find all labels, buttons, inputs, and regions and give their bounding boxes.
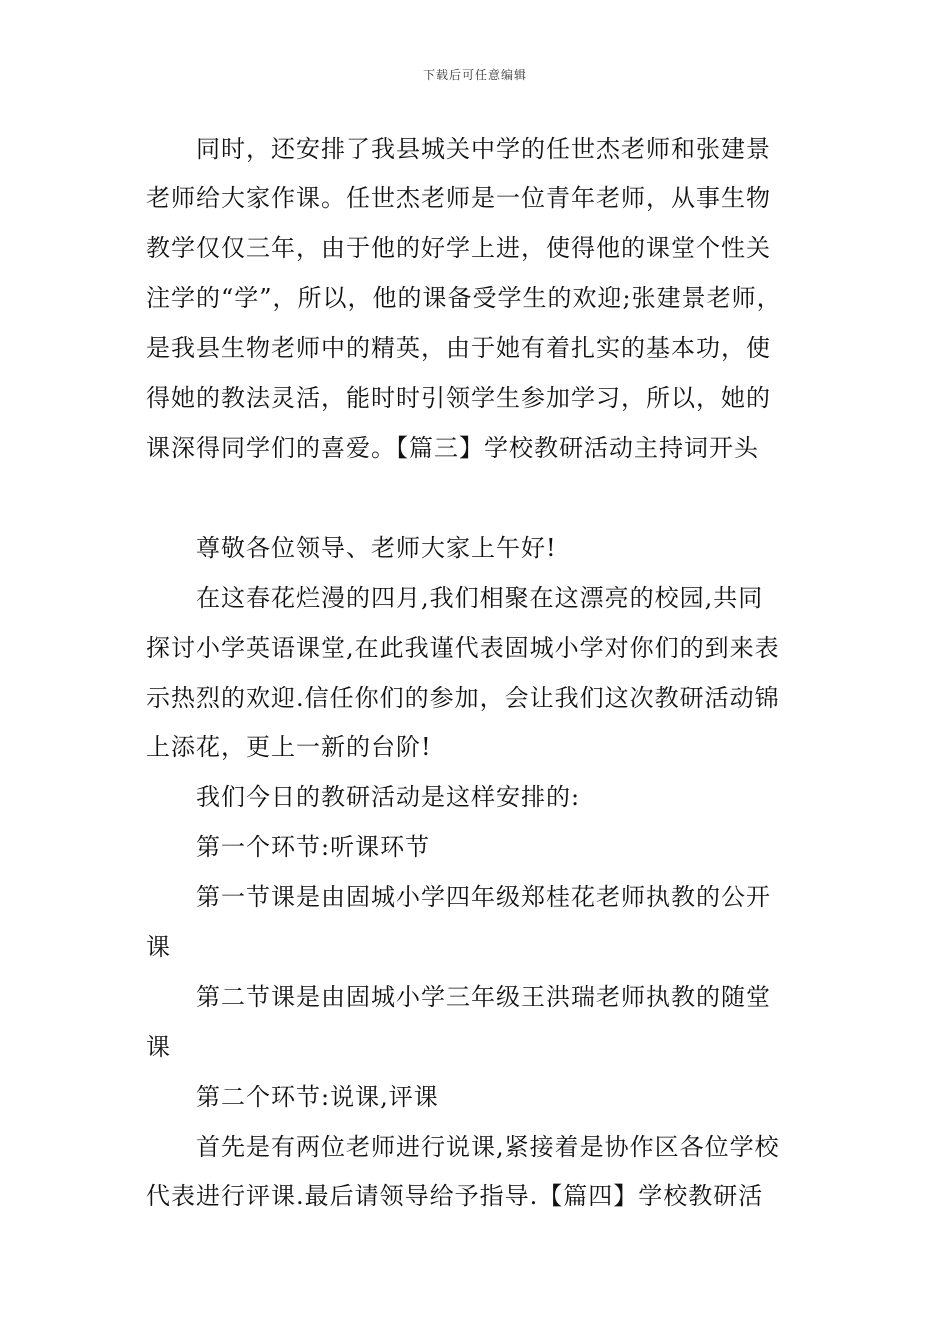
text-line: 示热烈的欢迎.信任你们的参加，会让我们这次教研活动锦: [146, 684, 780, 712]
page-header: 下载后可任意编辑: [422, 68, 527, 82]
text-line: 首先是有两位老师进行说课,紧接着是协作区各位学校: [196, 1133, 780, 1161]
text-line: 是我县生物老师中的精英，由于她有着扎实的基本功，使: [146, 334, 771, 362]
text-line: 同时，还安排了我县城关中学的任世杰老师和张建景: [196, 135, 771, 163]
text-line: 我们今日的教研活动是这样安排的:: [196, 783, 581, 811]
text-line: 第二个环节:说课,评课: [196, 1083, 439, 1111]
text-line: 代表进行评课.最后请领导给予指导.【篇四】学校教研活: [146, 1182, 764, 1210]
text-line: 在这春花烂漫的四月,我们相聚在这漂亮的校园,共同: [196, 584, 764, 612]
text-line: 课: [146, 933, 171, 961]
text-line: 尊敬各位领导、老师大家上午好!: [196, 534, 557, 562]
text-line: 教学仅仅三年，由于他的好学上进，使得他的课堂个性关: [146, 234, 771, 262]
text-line: 第一节课是由固城小学四年级郑桂花老师执教的公开: [196, 883, 771, 911]
text-line: 探讨小学英语课堂,在此我谨代表固城小学对你们的到来表: [146, 634, 780, 662]
text-line: 第二节课是由固城小学三年级王洪瑞老师执教的随堂: [196, 983, 771, 1011]
text-line: 课: [146, 1033, 171, 1061]
text-line: 老师给大家作课。任世杰老师是一位青年老师，从事生物: [146, 184, 771, 212]
text-line: 得她的教法灵活，能时时引领学生参加学习，所以，她的: [146, 384, 771, 412]
text-line: 上添花，更上一新的台阶!: [146, 733, 432, 761]
text-line: 课深得同学们的喜爱。【篇三】学校教研活动主持词开头: [146, 434, 759, 462]
text-line: 第一个环节:听课环节: [196, 833, 431, 861]
text-line: 注学的“学”，所以，他的课备受学生的欢迎;张建景老师，: [146, 284, 782, 312]
